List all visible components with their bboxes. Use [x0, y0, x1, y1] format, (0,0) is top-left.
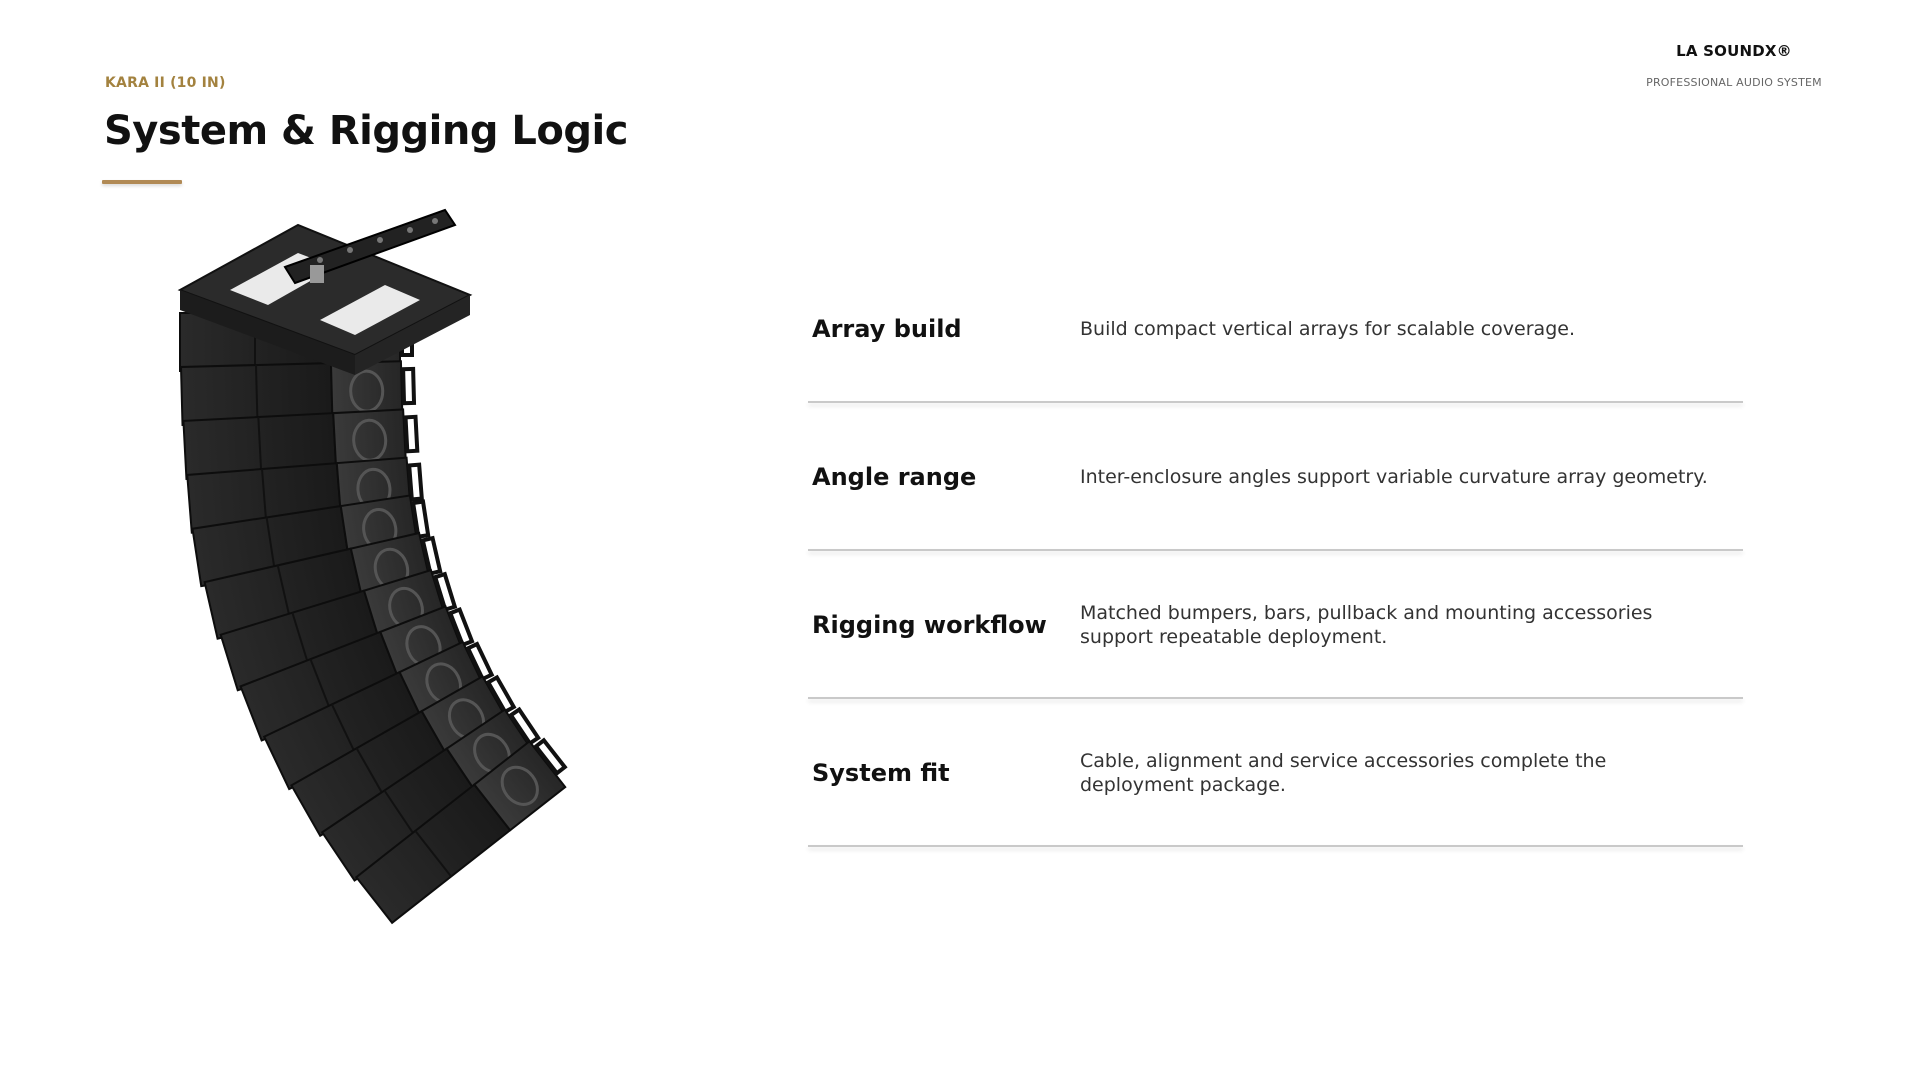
feature-description: Build compact vertical arrays for scalable coverage. [1080, 318, 1575, 340]
feature-description: Cable, alignment and service accessories complete the deployment package. [1080, 750, 1607, 796]
feature-row [808, 551, 1743, 699]
feature-row [808, 699, 1743, 847]
feature-row [808, 403, 1743, 551]
row-divider [808, 845, 1743, 847]
title-underline [102, 180, 182, 184]
feature-description: Inter-enclosure angles support variable curvature array geometry. [1080, 466, 1708, 488]
product-eyebrow: KARA II (10 IN) [105, 75, 226, 91]
brand-tagline: PROFESSIONAL AUDIO SYSTEM [1646, 76, 1822, 89]
feature-row [808, 255, 1743, 403]
feature-description: Matched bumpers, bars, pullback and mounting accessories support repeatable deployment. [1080, 602, 1653, 648]
line-array-speaker-image [170, 205, 650, 965]
page-title: System & Rigging Logic [104, 108, 628, 154]
speaker-array [180, 313, 575, 923]
brand-name: LA SOUNDX® [1676, 42, 1792, 60]
brand-block [1624, 42, 1844, 89]
feature-label: System fit [812, 759, 950, 787]
feature-label: Rigging workflow [812, 611, 1047, 639]
feature-label: Angle range [812, 463, 977, 491]
feature-label: Array build [812, 315, 962, 343]
feature-table [808, 255, 1743, 847]
